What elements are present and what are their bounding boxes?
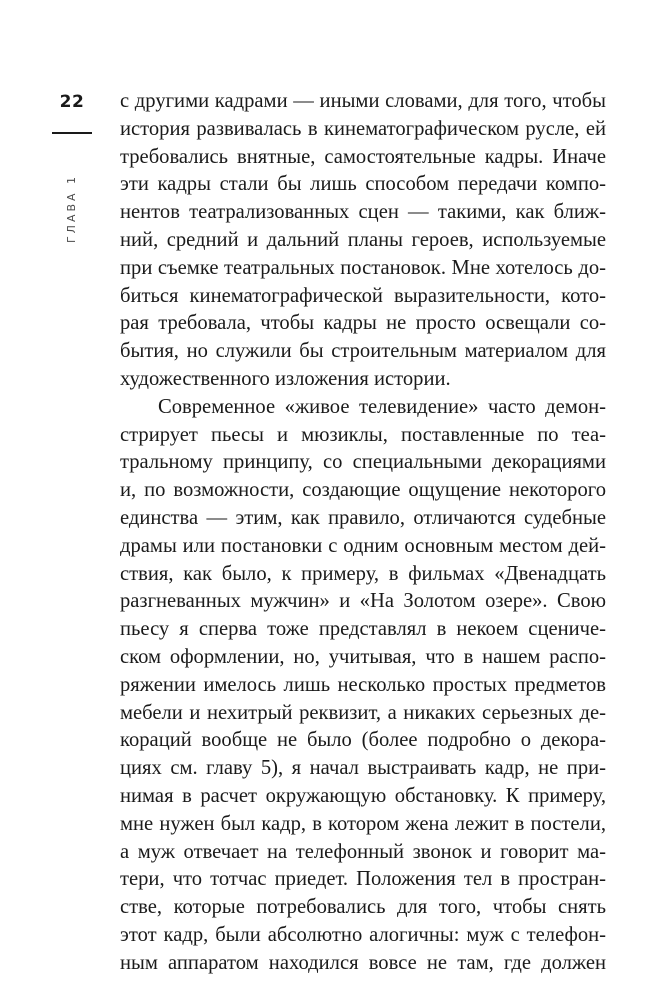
text-line: нимая в расчет окружающую обстановку. К примеру,: [120, 784, 606, 807]
text-line: циях см. главу 5), я начал выстраивать кадр, не при-: [120, 757, 606, 780]
paragraph-1: [120, 88, 606, 394]
text-line: стрирует пьесы и мюзиклы, поставленные по теа-: [120, 423, 606, 446]
text-line: ряжении имелось лишь несколько простых предметов: [120, 673, 606, 696]
chapter-label-text: ГЛАВА 1: [65, 173, 79, 243]
text-line: рая требовала, чтобы кадры не просто освещали со-: [120, 312, 606, 335]
text-line: при съемке театральных постановок. Мне хотелось до-: [120, 256, 606, 279]
chapter-label: [60, 173, 84, 243]
text-line: нентов театрализованных сцен — такими, как ближ-: [120, 201, 606, 224]
text-line: история развивалась в кинематографическом русле, ей: [120, 117, 606, 140]
text-line: бытия, но служили бы строительным материалом для: [120, 340, 606, 363]
text-line: а муж отвечает на телефонный звонок и говорит ма-: [120, 840, 606, 863]
text-line: с другими кадрами — иными словами, для того, чтобы: [120, 90, 606, 112]
text-line: тери, что тотчас приедет. Положения тел в простран-: [120, 868, 606, 891]
text-line: и, по возможности, создающие ощущение некоторого: [120, 479, 606, 502]
page-number-rule: [52, 132, 92, 134]
text-line: биться кинематографической выразительности, кото-: [120, 284, 606, 307]
text-line: стве, которые потребовались для того, чтобы снять: [120, 896, 606, 919]
text-line: кораций вообще не было (более подробно о декора-: [120, 729, 606, 752]
text-line: ным аппаратом находился вовсе не там, где должен: [120, 951, 606, 974]
text-line: драмы или постановки с одним основным местом дей-: [120, 534, 606, 557]
text-line: ний, средний и дальний планы героев, используемые: [120, 228, 606, 251]
text-line: единства — этим, как правило, отличаются судебные: [120, 506, 606, 529]
page-number: 22: [59, 92, 85, 112]
text-line: ствия, как было, к примеру, в фильмах «Двенадцать: [120, 562, 606, 585]
text-line: Современное «живое телевидение» часто демон-: [158, 395, 606, 418]
text-line: эти кадры стали бы лишь способом передачи компо-: [120, 173, 606, 196]
text-line: ском оформлении, но, учитывая, что в нашем распо-: [120, 645, 606, 668]
body-text: [120, 88, 606, 978]
text-line: тральному принципу, со специальными декорациями: [120, 451, 606, 474]
text-line: пьесу я сперва тоже представлял в некоем сцениче-: [120, 618, 606, 641]
text-line: этот кадр, были абсолютно алогичны: муж с телефон-: [120, 923, 606, 946]
text-line: художественного изложения истории.: [120, 367, 451, 390]
text-line: мебели и нехитрый реквизит, а никаких серьезных де-: [120, 701, 606, 724]
text-line: разгневанных мужчин» и «На Золотом озере». Свою: [120, 590, 606, 613]
text-line: требовались внятные, самостоятельные кадры. Иначе: [120, 145, 606, 168]
text-line: мне нужен был кадр, в котором жена лежит в постели,: [120, 812, 606, 835]
paragraph-2: [120, 394, 606, 978]
